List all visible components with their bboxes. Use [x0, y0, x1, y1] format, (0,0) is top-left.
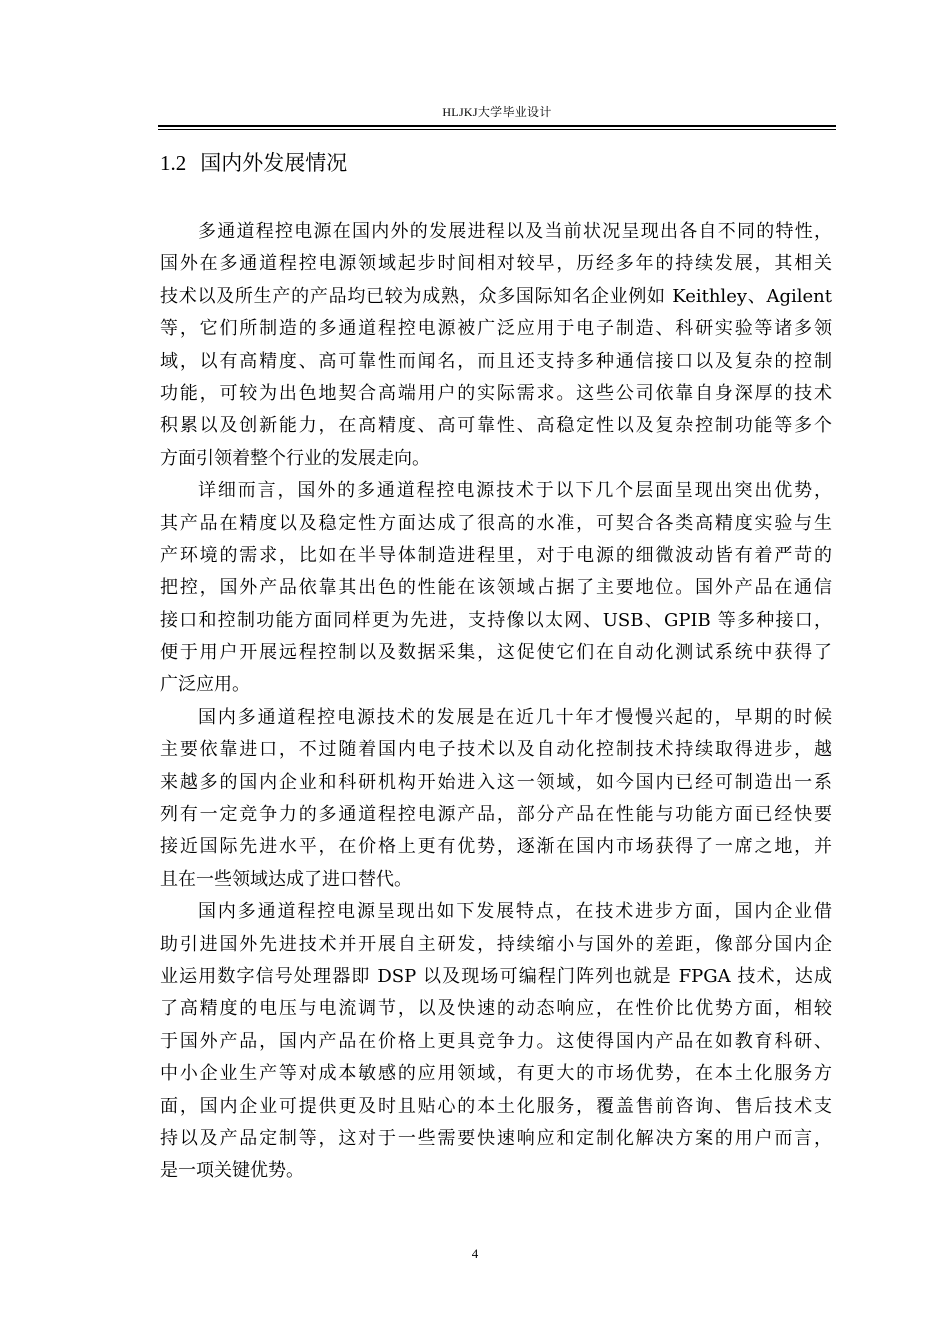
text-line: 持以及产品定制等，这对于一些需要快速响应和定制化解决方案的用户而言， [160, 1127, 832, 1149]
header-rule-thin [158, 129, 836, 130]
text-line: 方面引领着整个行业的发展走向。 [160, 447, 430, 469]
body-text [160, 216, 832, 1188]
text-line: 等，它们所制造的多通道程控电源被广泛应用于电子制造、科研实验等诸多领 [160, 318, 832, 340]
paragraph-4 [160, 896, 832, 1188]
text-line: 技术以及所生产的产品均已较为成熟，众多国际知名企业例如 Keithley、Agilent [160, 285, 832, 307]
text-line: 且在一些领域达成了进口替代。 [160, 868, 412, 890]
text-line: 国内多通道程控电源技术的发展是在近几十年才慢慢兴起的，早期的时候 [198, 706, 832, 728]
section-heading [160, 146, 347, 180]
section-number: 1.2 [160, 151, 187, 175]
page-number: 4 [471, 1246, 479, 1261]
text-line: 助引进国外先进技术并开展自主研发，持续缩小与国外的差距，像部分国内企 [160, 933, 832, 955]
text-line: 便于用户开展远程控制以及数据采集，这促使它们在自动化测试系统中获得了 [160, 642, 832, 664]
text-line: 积累以及创新能力，在高精度、高可靠性、高稳定性以及复杂控制功能等多个 [160, 415, 832, 437]
text-line: 面，国内企业可提供更及时且贴心的本土化服务，覆盖售前咨询、售后技术支 [160, 1095, 832, 1117]
text-line: 功能，可较为出色地契合高端用户的实际需求。这些公司依靠自身深厚的技术 [160, 382, 832, 404]
text-line: 国内多通道程控电源呈现出如下发展特点，在技术进步方面，国内企业借 [198, 901, 832, 923]
paragraph-3 [160, 702, 832, 896]
text-line: 是一项关键优势。 [160, 1160, 304, 1182]
text-line: 产环境的需求，比如在半导体制造进程里，对于电源的细微波动皆有着严苛的 [160, 544, 832, 566]
text-line: 主要依靠进口，不过随着国内电子技术以及自动化控制技术持续取得进步，越 [160, 739, 832, 761]
section-title: 国内外发展情况 [200, 151, 348, 175]
text-line: 接口和控制功能方面同样更为先进，支持像以太网、USB、GPIB 等多种接口， [160, 609, 832, 631]
paragraph-2 [160, 475, 832, 702]
text-line: 列有一定竞争力的多通道程控电源产品，部分产品在性能与功能方面已经快要 [160, 804, 832, 826]
text-line: 接近国际先进水平，在价格上更有优势，逐渐在国内市场获得了一席之地，并 [160, 836, 832, 858]
text-line: 其产品在精度以及稳定性方面达成了很高的水准，可契合各类高精度实验与生 [160, 512, 832, 534]
running-header: HLJKJ大学毕业设计 [442, 105, 552, 119]
text-line: 于国外产品，国内产品在价格上更具竞争力。这使得国内产品在如教育科研、 [160, 1030, 832, 1052]
text-line: 业运用数字信号处理器即 DSP 以及现场可编程门阵列也就是 FPGA 技术，达成 [160, 965, 832, 987]
text-line: 把控，国外产品依靠其出色的性能在该领域占据了主要地位。国外产品在通信 [160, 577, 832, 599]
text-line: 广泛应用。 [160, 674, 250, 696]
text-line: 多通道程控电源在国内外的发展进程以及当前状况呈现出各自不同的特性， [198, 221, 832, 242]
text-line: 中小企业生产等对成本敏感的应用领域，有更大的市场优势，在本土化服务方 [160, 1063, 832, 1085]
text-line: 详细而言，国外的多通道程控电源技术于以下几个层面呈现出突出优势， [198, 480, 832, 502]
text-line: 域，以有高精度、高可靠性而闻名，而且还支持多种通信接口以及复杂的控制 [160, 350, 832, 372]
paragraph-1 [160, 216, 832, 475]
text-line: 了高精度的电压与电流调节，以及快速的动态响应，在性价比优势方面，相较 [160, 998, 832, 1020]
text-line: 来越多的国内企业和科研机构开始进入这一领域，如今国内已经可制造出一系 [160, 771, 832, 793]
text-line: 国外在多通道程控电源领域起步时间相对较早，历经多年的持续发展，其相关 [160, 253, 832, 275]
header-rule-thick [158, 125, 836, 127]
